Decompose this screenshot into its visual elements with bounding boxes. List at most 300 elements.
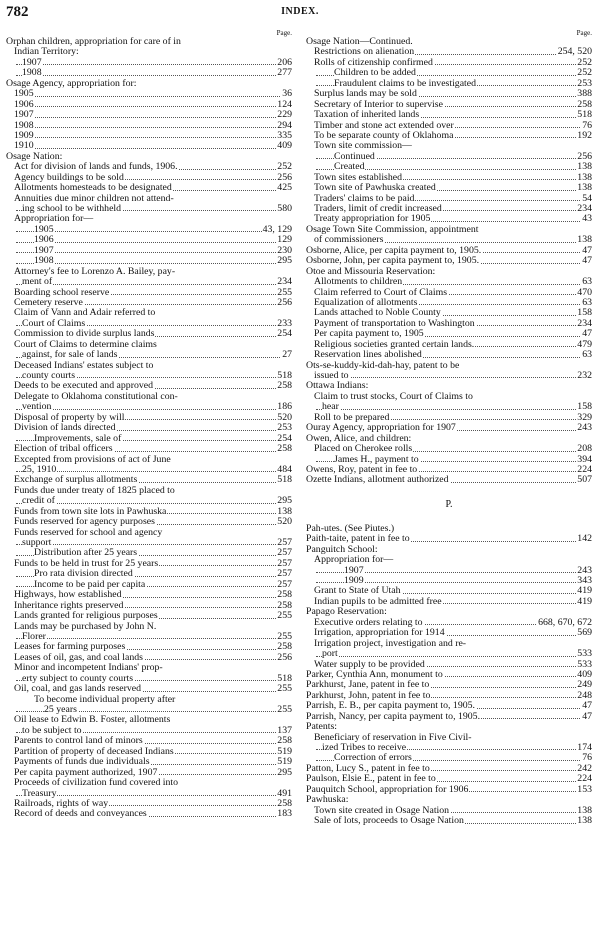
entry-text: Proceeds of civilization fund covered into (14, 778, 179, 789)
index-entry (306, 141, 592, 151)
entry-page: 63 (582, 297, 592, 308)
index-entry (6, 141, 292, 151)
entry-page: 257 (277, 579, 292, 590)
index-entry (6, 736, 292, 746)
entry-text: Attorney's fee to Lorenzo A. Bailey, pay- (14, 266, 176, 277)
entry-page: 518 (277, 475, 292, 486)
left-column (6, 29, 292, 820)
index-entry (306, 722, 592, 732)
entry-text: Ots-se-kuddy-kid-dah-hay, patent to be (306, 360, 460, 371)
entry-text: Created (334, 162, 365, 173)
index-entry (306, 131, 592, 141)
entry-text: Osborne, John, per capita payment to, 1905. (306, 256, 480, 267)
entry-page: 43, 129 (262, 224, 292, 235)
entry-text: Continued (334, 151, 375, 162)
index-entry (6, 173, 292, 183)
index-entry (6, 79, 292, 89)
entry-text: Water supply to be provided (314, 659, 425, 670)
entry-page: 295 (277, 256, 292, 267)
page-number: 782 (6, 4, 29, 20)
entry-page: 27 (282, 350, 292, 361)
index-entry (6, 308, 292, 318)
entry-text: Fraudulent claims to be investigated (334, 78, 477, 89)
entry-page: 234 (577, 318, 592, 329)
entry-text: Irrigation project, investigation and re- (314, 638, 467, 649)
entry-text: Placed on Cherokee rolls (314, 444, 413, 455)
entry-text: Town site of Pawhuska created (314, 183, 436, 194)
entry-page: 569 (577, 628, 592, 639)
entry-text: Improvements, sale of (34, 433, 122, 444)
entry-text: Parents to control land of minors (14, 736, 143, 747)
index-entry (6, 434, 292, 444)
entry-page: 277 (277, 68, 292, 79)
entry-text: Funds from town site lots in Pawhuska (14, 506, 167, 517)
index-entry (6, 674, 292, 684)
index-entry (306, 298, 592, 308)
entry-text: Distribution after 25 years (34, 548, 138, 559)
entry-text: Osborne, Alice, per capita payment to, 1905. (306, 245, 482, 256)
index-entry (306, 162, 592, 172)
entry-text: Pauquitch School, appropriation for 1906 (306, 784, 469, 795)
entry-text: Court of Claims (22, 318, 86, 329)
leader-dots (16, 284, 292, 285)
entry-text: Pawhuska: (306, 795, 349, 806)
index-entry (306, 586, 592, 596)
index-entry (306, 89, 592, 99)
entry-page: 257 (277, 548, 292, 559)
index-entry (6, 444, 292, 454)
index-entry (6, 194, 292, 204)
index-entry (6, 371, 292, 381)
entry-page: 138 (577, 816, 592, 827)
entry-page: 258 (277, 798, 292, 809)
entry-text: Parker, Cynthia Ann, monument to (306, 669, 443, 680)
index-entry (306, 267, 592, 277)
entry-page: 580 (277, 204, 292, 214)
index-entry (306, 79, 592, 89)
index-entry (306, 225, 592, 235)
entry-text: Appropriation for— (314, 555, 394, 566)
index-entry (306, 277, 592, 287)
entry-text: Pah-utes. (See Piutes.) (306, 523, 395, 534)
index-entry (306, 607, 592, 617)
index-entry (306, 204, 592, 214)
leader-dots (16, 252, 292, 253)
index-entry (6, 131, 292, 141)
entry-text: Roll to be prepared (314, 412, 390, 423)
page-column-heading: Page. (276, 29, 292, 37)
entry-text: Parrish, E. B., per capita payment to, 1905. (306, 701, 475, 712)
entry-page: 252 (277, 162, 292, 173)
entry-text: 1910 (14, 141, 34, 152)
entry-page: 520 (277, 412, 292, 423)
entry-text: Osage Nation—Continued. (306, 37, 413, 47)
index-entry (6, 235, 292, 245)
entry-page: 233 (277, 318, 292, 329)
entry-text: Town site created in Osage Nation (314, 805, 450, 816)
entry-text: Highways, how established (14, 590, 122, 601)
entry-page: 258 (277, 590, 292, 601)
entry-text: To become individual property after (34, 694, 176, 705)
index-entry (6, 768, 292, 778)
entry-page: 47 (582, 701, 592, 712)
index-entry (306, 110, 592, 120)
entry-page: 142 (577, 534, 592, 545)
entry-page: 137 (277, 725, 292, 736)
index-entry (306, 753, 592, 763)
entry-page: 243 (577, 565, 592, 576)
index-entry (306, 423, 592, 433)
entry-text: Otoe and Missouria Reservation: (306, 266, 436, 277)
entry-page: 394 (577, 454, 592, 465)
entry-text: Osage Nation: (6, 151, 63, 162)
entry-page: 257 (277, 538, 292, 548)
entry-page: 519 (277, 746, 292, 757)
entry-page: 47 (582, 711, 592, 722)
entry-text: Agency buildings to be sold (14, 172, 124, 183)
entry-text: port (322, 649, 338, 660)
entry-page: 252 (577, 57, 592, 68)
entry-page: 232 (577, 371, 592, 381)
index-entry (306, 545, 592, 555)
index-entry (306, 444, 592, 454)
entry-text: against, for sale of lands (22, 350, 118, 361)
right-column (306, 29, 592, 827)
entry-text: Allotments to children (314, 277, 403, 288)
entry-text: Town sites established (314, 172, 403, 183)
index-entry (306, 37, 592, 47)
entry-text: Orphan children, appropriation for care of in (6, 37, 181, 47)
entry-page: 295 (277, 496, 292, 507)
entry-text: Oil lease to Edwin B. Foster, allotments (14, 715, 171, 726)
index-entry (306, 340, 592, 350)
index-entry (306, 100, 592, 110)
entry-text: hear (322, 402, 339, 413)
entry-page: 254, 520 (557, 47, 592, 58)
index-entry (306, 660, 592, 670)
index-entry (6, 507, 292, 517)
index-entry (306, 628, 592, 638)
index-entry (6, 162, 292, 172)
entry-page: 533 (577, 659, 592, 670)
entry-text: Pro rata division directed (34, 569, 133, 580)
index-entry (306, 816, 592, 826)
entry-page: 491 (277, 788, 292, 799)
index-entry (306, 194, 592, 204)
entry-page: 234 (577, 204, 592, 214)
entry-page: 254 (277, 329, 292, 340)
entry-page: 63 (582, 277, 592, 288)
index-entry (6, 214, 292, 224)
index-entry (6, 496, 292, 506)
entry-text: Disposal of property by will (14, 412, 125, 423)
entry-text: James H., payment to (334, 454, 419, 465)
entry-page: 243 (577, 423, 592, 434)
entry-text: 1908 (34, 256, 54, 267)
index-entry (306, 413, 592, 423)
spacer (306, 512, 592, 524)
index-entry (306, 329, 592, 339)
entry-text: Restrictions on alienation (314, 47, 415, 58)
entry-page: 138 (577, 235, 592, 246)
entry-text: Surplus lands may be sold (314, 89, 417, 100)
index-entry (306, 214, 592, 224)
entry-text: Paith-taite, patent in fee to (306, 534, 410, 545)
leader-dots (16, 471, 292, 472)
entry-page: 208 (577, 444, 592, 455)
entry-text: Cemetery reserve (14, 297, 83, 308)
entry-page: 256 (277, 652, 292, 663)
index-entry (306, 361, 592, 371)
entry-page: 409 (577, 669, 592, 680)
index-entry (6, 152, 292, 162)
entry-text: 1907 (344, 565, 364, 576)
entry-text: Osage Town Site Commission, appointment (306, 224, 479, 235)
index-entry (6, 632, 292, 642)
entry-text: Claim of Vann and Adair referred to (14, 308, 156, 319)
entry-text: 1905 (14, 89, 34, 100)
entry-text: Claim to trust stocks, Court of Claims to (314, 391, 473, 402)
entry-text: erty subject to county courts (22, 673, 134, 684)
entry-page: 519 (277, 757, 292, 768)
index-entry (306, 402, 592, 412)
entry-page: 229 (277, 110, 292, 121)
index-entry (306, 392, 592, 402)
entry-text: Funds to be held in trust for 25 years (14, 558, 159, 569)
entry-page: 138 (577, 172, 592, 183)
entry-page: 76 (582, 120, 592, 131)
entry-page: 343 (577, 576, 592, 586)
entry-text: Leases of oil, gas, and coal lands (14, 652, 143, 663)
index-entry (306, 465, 592, 475)
entry-text: Secretary of Interior to supervise (314, 99, 443, 110)
entry-page: 234 (277, 277, 292, 288)
index-entry (306, 639, 592, 649)
entry-text: Exchange of surplus allotments (14, 475, 138, 486)
entry-page: 242 (577, 763, 592, 774)
index-entry (6, 726, 292, 736)
entry-text: Record of deeds and conveyances (14, 809, 147, 820)
entry-page: 138 (277, 506, 292, 517)
entry-text: Annuities due minor children not attend- (14, 193, 174, 204)
entry-page: 484 (277, 464, 292, 475)
entry-page: 258 (277, 600, 292, 611)
entry-page: 186 (277, 402, 292, 413)
entry-page: 668, 670, 672 (538, 617, 592, 628)
entry-page: 256 (277, 297, 292, 308)
index-entry (306, 806, 592, 816)
index-entry (306, 350, 592, 360)
entry-page: 425 (277, 183, 292, 194)
entry-page: 192 (577, 130, 592, 141)
leader-dots (316, 656, 592, 657)
index-entry (6, 110, 292, 120)
entry-text: Grant to State of Utah (314, 586, 401, 597)
index-entry (6, 601, 292, 611)
entry-page: 158 (577, 308, 592, 319)
index-entry (6, 361, 292, 371)
index-entry (306, 712, 592, 722)
entry-page: 419 (577, 586, 592, 597)
entry-page: 518 (277, 371, 292, 381)
entry-text: Treaty appropriation for 1905 (314, 214, 431, 225)
entry-page: 419 (577, 596, 592, 607)
entry-page: 295 (277, 767, 292, 778)
index-entry (6, 121, 292, 131)
index-entry (306, 576, 592, 586)
entry-page: 258 (277, 381, 292, 392)
entry-text: Claim referred to Court of Claims (314, 287, 448, 298)
index-entry (6, 559, 292, 569)
index-entry (6, 622, 292, 632)
index-entry (6, 465, 292, 475)
entry-text: Owens, Roy, patent in fee to (306, 464, 418, 475)
entry-page: 257 (277, 569, 292, 580)
leader-dots (316, 409, 592, 410)
entry-text: vention (22, 402, 52, 413)
entry-text: 1908 (14, 120, 34, 131)
entry-page: 63 (582, 350, 592, 361)
index-entry (306, 733, 592, 743)
entry-text: Ottawa Indians: (306, 381, 369, 392)
entry-text: to be subject to (22, 725, 82, 736)
entry-text: Papago Reservation: (306, 607, 387, 618)
entry-page: 329 (577, 412, 592, 423)
index-entry (6, 528, 292, 538)
entry-text: Religious societies granted certain lands. (314, 339, 475, 350)
entry-page: 124 (277, 99, 292, 110)
entry-text: Per capita payment authorized, 1907 (14, 767, 158, 778)
index-entry (6, 298, 292, 308)
index-entry (6, 381, 292, 391)
index-entry (6, 799, 292, 809)
index-entry (306, 618, 592, 628)
entry-page: 255 (277, 705, 292, 715)
entry-text: Per capita payment to, 1905 (314, 329, 424, 340)
index-entry (306, 58, 592, 68)
index-entry (6, 778, 292, 788)
index-entry (6, 225, 292, 235)
index-entry (6, 204, 292, 214)
index-entry (6, 68, 292, 78)
entry-page: 206 (277, 57, 292, 68)
entry-text: Lands may be purchased by John N. (14, 621, 157, 632)
index-entry (6, 642, 292, 652)
index-entry (306, 235, 592, 245)
entry-page: 138 (577, 162, 592, 173)
entry-text: 1909 (14, 130, 34, 141)
leader-dots (16, 231, 292, 232)
index-entry (306, 183, 592, 193)
entry-text: Taxation of inherited lands (314, 110, 420, 121)
entry-text: Excepted from provisions of act of June (14, 454, 171, 465)
entry-page: 174 (577, 743, 592, 753)
index-entry (306, 308, 592, 318)
entry-text: Division of lands directed (14, 423, 116, 434)
entry-text: Parkhurst, John, patent in fee to (306, 690, 431, 701)
index-entry (6, 58, 292, 68)
entry-page: 409 (277, 141, 292, 152)
entry-page: 258 (277, 642, 292, 653)
entry-page: 129 (277, 235, 292, 246)
index-entry (6, 475, 292, 485)
entry-page: 254 (277, 433, 292, 444)
entry-text: 25 years (44, 705, 77, 715)
index-entry (306, 534, 592, 544)
entry-text: Florer (22, 631, 46, 642)
entry-text: Patton, Lucy S., patent in fee to (306, 763, 430, 774)
section-letter: P. (445, 498, 453, 510)
index-entry (306, 701, 592, 711)
index-entry (6, 653, 292, 663)
entry-page: 479 (577, 339, 592, 350)
entry-page: 335 (277, 130, 292, 141)
index-entry (6, 569, 292, 579)
index-entry (306, 566, 592, 576)
entry-text: Parrish, Nancy, per capita payment to, 1905. (306, 711, 481, 722)
entry-page: 47 (582, 256, 592, 267)
entry-text: Lands granted for religious purposes (14, 611, 158, 622)
entry-page: 252 (577, 68, 592, 79)
entry-page: 255 (277, 287, 292, 298)
index-entry (6, 100, 292, 110)
entry-page: 388 (577, 89, 592, 100)
entry-page: 256 (577, 151, 592, 162)
index-entry (6, 288, 292, 298)
leader-dots (16, 263, 292, 264)
entry-text: Leases for farming purposes (14, 642, 126, 653)
entry-text: Timber and stone act extended over (314, 120, 454, 131)
index-entry (6, 486, 292, 496)
entry-text: 1907 (34, 245, 54, 256)
entry-text: 1906 (34, 235, 54, 246)
index-entry (6, 350, 292, 360)
index-entry (6, 747, 292, 757)
entry-text: Children to be added (334, 68, 416, 79)
index-entry (306, 691, 592, 701)
leader-dots (16, 409, 292, 410)
index-entry (6, 809, 292, 819)
entry-text: Income to be paid per capita (34, 579, 146, 590)
index-entry (306, 47, 592, 57)
entry-page: 255 (277, 631, 292, 642)
entry-page: 138 (577, 805, 592, 816)
index-entry (306, 434, 592, 444)
entry-text: Traders, limit of credit increased (314, 204, 442, 214)
index-entry (6, 413, 292, 423)
index-entry (306, 173, 592, 183)
entry-text: Railroads, rights of way (14, 798, 109, 809)
index-entry (306, 68, 592, 78)
leader-dots (16, 148, 292, 149)
index-entry (306, 524, 592, 534)
index-entry (6, 246, 292, 256)
entry-text: Indian Territory: (14, 47, 79, 58)
leader-dots (16, 544, 292, 545)
index-entry (6, 423, 292, 433)
entry-text: 25, 1910 (22, 464, 57, 475)
entry-text: 1907 (14, 110, 34, 121)
entry-page: 520 (277, 517, 292, 528)
entry-text: Funds reserved for school and agency (14, 527, 163, 538)
index-entry (306, 680, 592, 690)
index-entry (6, 695, 292, 705)
entry-page: 258 (277, 736, 292, 747)
entry-page: 533 (577, 649, 592, 660)
entry-text: county courts (22, 371, 76, 381)
entry-page: 294 (277, 120, 292, 131)
entry-text: Panguitch School: (306, 544, 378, 555)
